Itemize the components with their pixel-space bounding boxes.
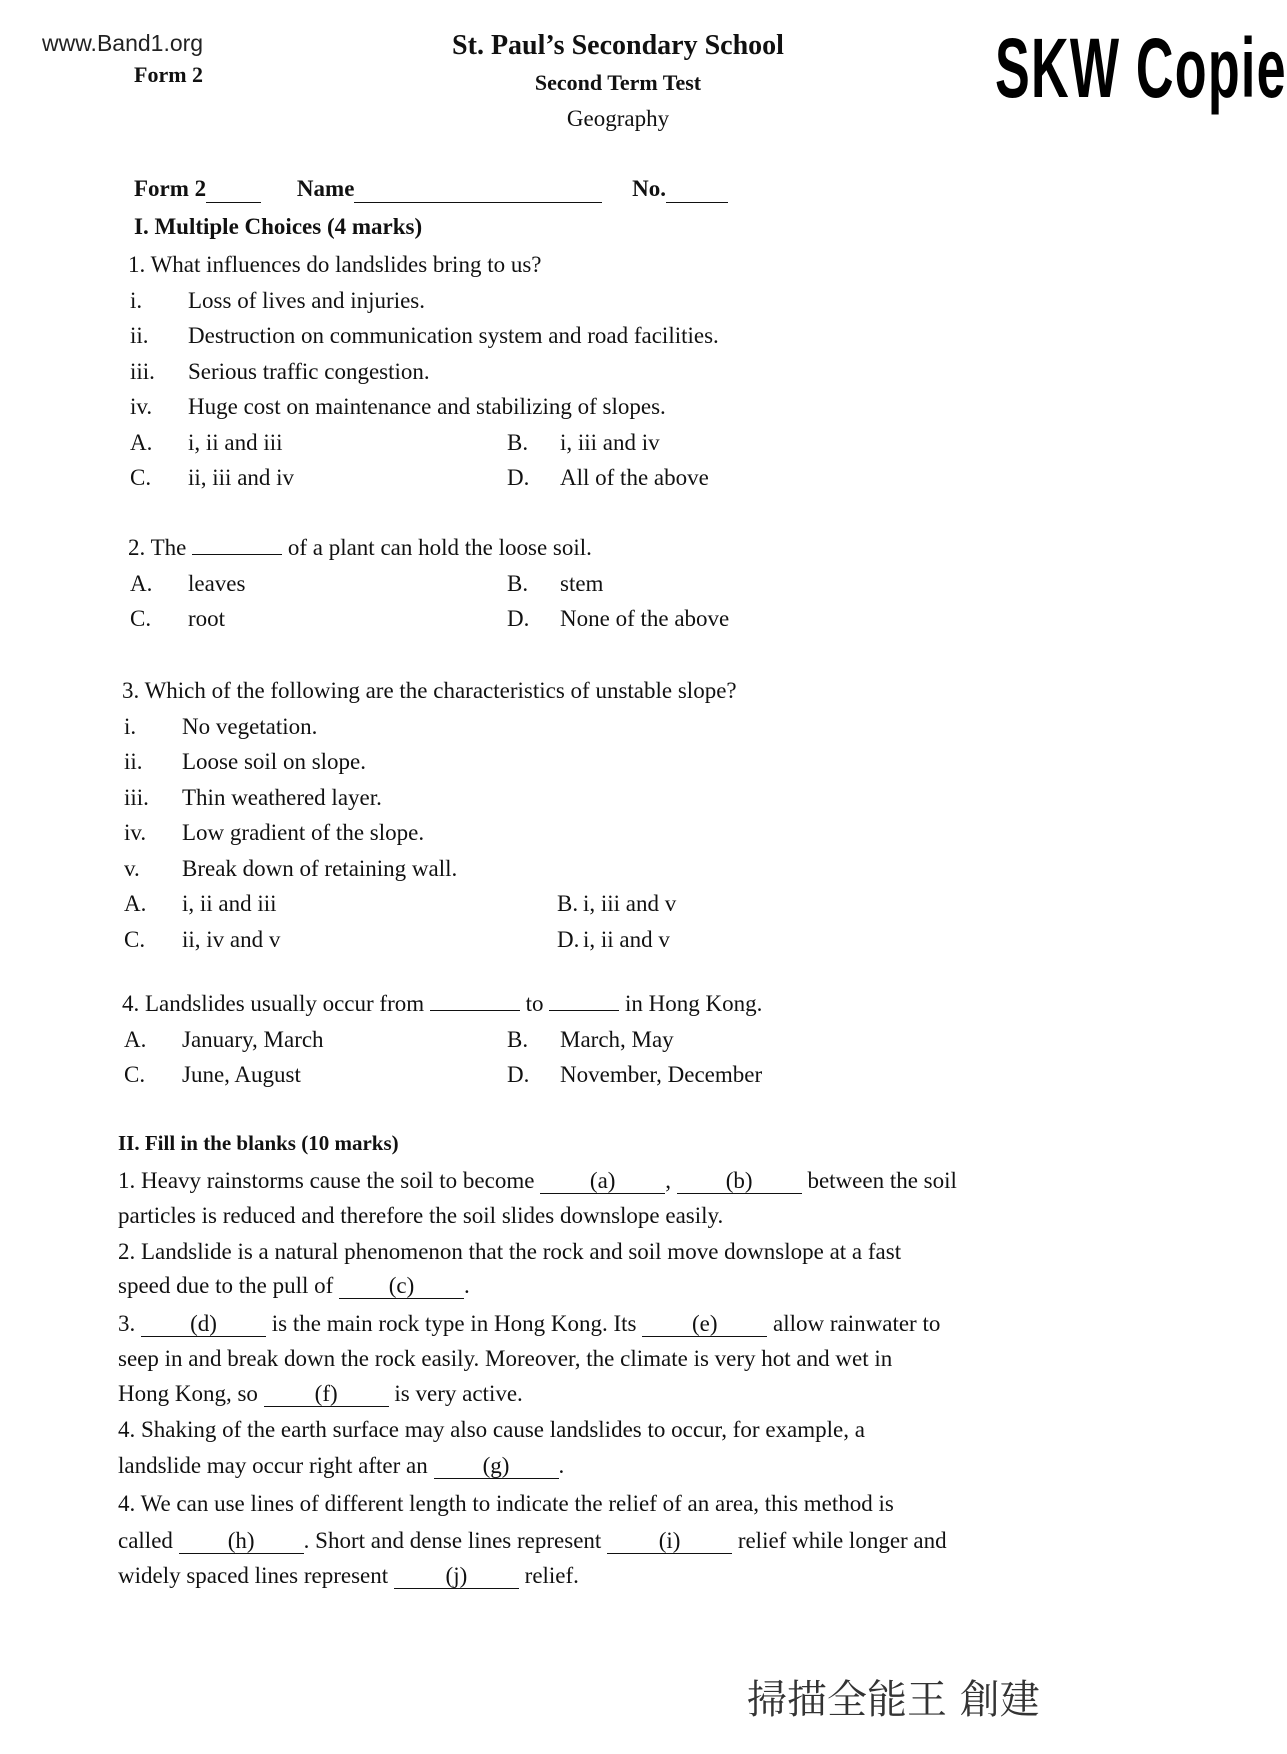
sentence-text: widely spaced lines represent — [118, 1563, 394, 1588]
fill-blank-line — [118, 1273, 470, 1299]
section-1-title: I. Multiple Choices (4 marks) — [134, 214, 423, 239]
sentence-text: is very active. — [388, 1381, 523, 1406]
sentence-text: 4. Shaking of the earth surface may also cause landslides to occur, for example, a — [118, 1417, 865, 1442]
option-c-letter[interactable]: C. — [130, 465, 152, 490]
answer-blank[interactable] — [549, 1010, 619, 1011]
blank-a[interactable]: (a) — [540, 1169, 665, 1194]
fill-blank-line — [118, 1491, 894, 1517]
option-a-letter[interactable]: A. — [124, 891, 147, 916]
option-c-text[interactable]: ii, iv and v — [182, 926, 281, 952]
blank-f[interactable]: (f) — [264, 1382, 389, 1407]
option-b-letter[interactable]: B. — [507, 1026, 529, 1052]
question-text: 3. Which of the following are the characteristics of unstable slope? — [122, 678, 737, 703]
option-b-text[interactable]: i, iii and iv — [560, 429, 660, 455]
option-b-text[interactable]: stem — [560, 570, 604, 596]
sentence-text: 3. — [118, 1311, 141, 1336]
option-b-letter[interactable]: B. — [557, 891, 579, 916]
blank-b[interactable]: (b) — [677, 1169, 802, 1194]
sentence-text: is the main rock type in Hong Kong. Its — [266, 1311, 643, 1336]
sentence-text: seep in and break down the rock easily. Moreover, the climate is very hot and wet in — [118, 1346, 893, 1371]
option-d-letter[interactable]: D. — [507, 1062, 530, 1087]
option-b-text[interactable]: i, iii and v — [583, 891, 677, 916]
sentence-text: . — [558, 1453, 565, 1478]
blank-j[interactable]: (j) — [394, 1564, 519, 1589]
section-2-title: II. Fill in the blanks (10 marks) — [118, 1131, 399, 1155]
option-b-text[interactable]: March, May — [560, 1026, 674, 1052]
statement-numeral: iv. — [130, 394, 153, 419]
sentence-text: 1. Heavy rainstorms cause the soil to become — [118, 1168, 541, 1193]
sentence-text: landslide may occur right after an — [118, 1453, 434, 1478]
statement-numeral: i. — [130, 287, 143, 313]
statement-numeral: v. — [124, 855, 140, 881]
watermark-text: www.Band1.org — [42, 30, 204, 56]
sentence-text: allow rainwater to — [767, 1311, 941, 1336]
statement-text: Break down of retaining wall. — [182, 855, 458, 881]
statement-text: Thin weathered layer. — [182, 784, 382, 810]
option-c-letter[interactable]: C. — [124, 1062, 146, 1087]
fill-blank-line — [118, 1528, 947, 1554]
fill-blank-line — [118, 1239, 901, 1265]
option-b-letter[interactable]: B. — [507, 570, 529, 596]
option-d-text[interactable]: None of the above — [560, 606, 730, 631]
option-a-letter[interactable]: A. — [124, 1026, 147, 1052]
test-name: Second Term Test — [534, 70, 702, 95]
statement-numeral: iii. — [130, 358, 155, 384]
option-d-text[interactable]: November, December — [560, 1062, 763, 1087]
blank-e[interactable]: (e) — [642, 1312, 767, 1337]
number-field[interactable] — [666, 176, 728, 203]
copier-stamp: SKW Copie — [995, 21, 1287, 115]
statement-text: Huge cost on maintenance and stabilizing of slopes. — [188, 394, 666, 419]
fill-blank-line — [118, 1311, 940, 1337]
option-a-text[interactable]: leaves — [188, 570, 246, 596]
option-c-text[interactable]: root — [188, 606, 226, 631]
question-text: 1. What influences do landslides bring to us? — [128, 252, 542, 277]
blank-d[interactable]: (d) — [141, 1312, 266, 1337]
question-text-end: of a plant can hold the loose soil. — [287, 535, 592, 560]
option-c-text[interactable]: ii, iii and iv — [188, 465, 295, 490]
question-text-end: in Hong Kong. — [625, 991, 763, 1016]
form-label: Form 2 — [134, 62, 204, 87]
sentence-text: between the soil — [801, 1168, 957, 1193]
question-text-start: 4. Landslides usually occur from — [122, 991, 425, 1016]
statement-numeral: ii. — [124, 749, 143, 774]
school-name: St. Paul’s Secondary School — [452, 30, 784, 61]
question-text-middle: to — [525, 991, 544, 1016]
fill-blank-line — [118, 1381, 523, 1407]
answer-blank[interactable] — [430, 1010, 520, 1011]
subject: Geography — [566, 106, 670, 131]
statement-text: Loose soil on slope. — [182, 749, 366, 774]
sentence-text: relief while longer and — [732, 1528, 947, 1553]
statement-numeral: i. — [124, 713, 137, 739]
statement-text: Loss of lives and injuries. — [188, 287, 425, 313]
sentence-text: Hong Kong, so — [118, 1381, 264, 1406]
option-c-letter[interactable]: C. — [130, 606, 152, 631]
option-c-letter[interactable]: C. — [124, 926, 146, 952]
name-field-label: Name — [296, 176, 355, 201]
fill-blank-line — [118, 1417, 865, 1443]
number-field-label: No. — [632, 176, 667, 201]
fill-blank-line — [118, 1346, 892, 1372]
fill-blank-line — [118, 1168, 957, 1194]
option-d-letter[interactable]: D. — [557, 926, 580, 952]
scanner-watermark: 掃描全能王 創建 — [747, 1677, 1040, 1723]
option-a-letter[interactable]: A. — [130, 570, 153, 596]
statement-text: Serious traffic congestion. — [188, 358, 430, 384]
option-d-text[interactable]: i, ii and v — [583, 926, 670, 952]
option-d-text[interactable]: All of the above — [560, 465, 709, 490]
statement-text: Low gradient of the slope. — [182, 820, 425, 845]
question-text-start: 2. The — [128, 535, 187, 560]
blank-c[interactable]: (c) — [339, 1274, 464, 1299]
fill-blank-line — [118, 1203, 723, 1229]
fill-blank-line — [118, 1563, 579, 1589]
name-field[interactable] — [354, 176, 602, 203]
statement-text: No vegetation. — [182, 713, 318, 739]
option-b-letter[interactable]: B. — [507, 429, 529, 455]
sentence-text: relief. — [518, 1563, 579, 1588]
sentence-text: . — [464, 1273, 470, 1298]
blank-h[interactable]: (h) — [179, 1529, 304, 1554]
form-class-field[interactable] — [206, 176, 261, 203]
sentence-text: speed due to the pull of — [118, 1273, 340, 1298]
statement-text: Destruction on communication system and road facilities. — [188, 323, 719, 348]
answer-blank[interactable] — [192, 554, 282, 555]
question-text — [128, 535, 592, 561]
option-d-letter[interactable]: D. — [507, 465, 530, 490]
blank-g[interactable]: (g) — [434, 1454, 559, 1479]
option-c-text[interactable]: June, August — [182, 1062, 301, 1087]
option-a-letter[interactable]: A. — [130, 429, 153, 455]
sentence-text: 4. We can use lines of different length to indicate the relief of an area, this method is — [118, 1491, 894, 1516]
option-a-text[interactable]: i, ii and iii — [182, 891, 277, 916]
fill-blank-line — [118, 1453, 564, 1479]
option-a-text[interactable]: i, ii and iii — [188, 429, 283, 455]
blank-i[interactable]: (i) — [607, 1529, 732, 1554]
sentence-text: particles is reduced and therefore the soil slides downslope easily. — [118, 1203, 724, 1228]
sentence-text: 2. Landslide is a natural phenomenon that the rock and soil move downslope at a fast — [118, 1239, 902, 1264]
statement-numeral: iii. — [124, 784, 149, 810]
option-d-letter[interactable]: D. — [507, 606, 530, 631]
form-field-label: Form 2 — [134, 176, 207, 201]
option-a-text[interactable]: January, March — [182, 1026, 324, 1052]
sentence-text: called — [118, 1528, 179, 1553]
statement-numeral: iv. — [124, 820, 147, 845]
sentence-text: , — [665, 1168, 677, 1193]
question-text — [122, 991, 762, 1017]
sentence-text: . Short and dense lines represent — [303, 1528, 608, 1553]
student-info-line — [134, 176, 728, 203]
statement-numeral: ii. — [130, 323, 149, 348]
